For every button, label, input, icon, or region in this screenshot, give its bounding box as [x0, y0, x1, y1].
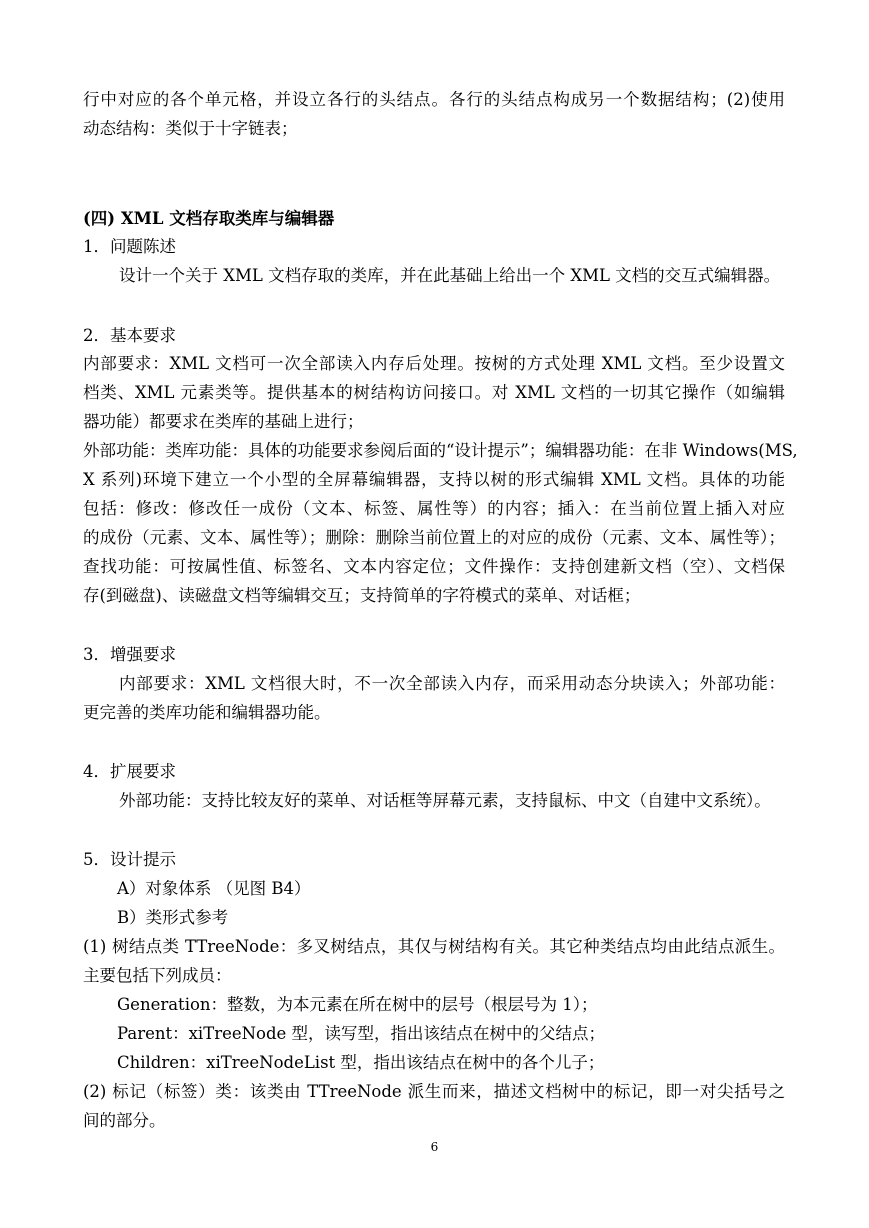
subsection-heading: 4．扩展要求 [83, 762, 176, 781]
subsection-heading: 3．增强要求 [83, 645, 176, 664]
paragraph-line: 存(到磁盘)、读磁盘文档等编辑交互；支持简单的字符模式的菜单、对话框； [83, 586, 641, 605]
paragraph-line: 间的部分。 [83, 1111, 166, 1130]
subsection-heading: 2．基本要求 [83, 326, 176, 345]
paragraph-line: 包括：修改：修改任一成份（文本、标签、属性等）的内容；插入：在当前位置上插入对应 [83, 499, 785, 518]
paragraph-line: 行中对应的各个单元格，并设立各行的头结点。各行的头结点构成另一个数据结构；(2)使用 [83, 90, 785, 109]
member-line: Children：xiTreeNodeList 型，指出该结点在树中的各个儿子； [117, 1053, 605, 1072]
paragraph-line: 器功能）都要求在类库的基础上进行； [83, 412, 364, 431]
member-line: Generation：整数，为本元素在所在树中的层号（根层号为 1）； [117, 995, 598, 1014]
paragraph-line: X 系列)环境下建立一个小型的全屏幕编辑器，支持以树的形式编辑 XML 文档。具体的功能 [83, 470, 785, 489]
paragraph-line: 外部功能：支持比较友好的菜单、对话框等屏幕元素，支持鼠标、中文（自建中文系统）。 [119, 791, 771, 810]
list-item: B）类形式参考 [117, 908, 229, 927]
paragraph-line: (1) 树结点类 TTreeNode：多叉树结点，其仅与树结构有关。其它种类结点均由此结点派生。 [83, 937, 785, 956]
paragraph-line: 外部功能：类库功能：具体的功能要求参阅后面的“设计提示”；编辑器功能：在非 Windows(MS, [83, 441, 798, 460]
list-item: A）对象体系 （见图 B4） [117, 879, 311, 898]
paragraph-line: 主要包括下列成员： [83, 966, 232, 985]
section-heading: (四) XML 文档存取类库与编辑器 [83, 209, 335, 228]
paragraph-line: 更完善的类库功能和编辑器功能。 [83, 703, 331, 722]
subsection-heading: 1．问题陈述 [83, 237, 176, 256]
paragraph-line: (2) 标记（标签）类：该类由 TTreeNode 派生而来，描述文档树中的标记，即一对尖括号之 [83, 1082, 785, 1101]
paragraph-line: 档类、XML 元素类等。提供基本的树结构访问接口。对 XML 文档的一切其它操作（如编辑 [83, 383, 785, 402]
paragraph-line: 设计一个关于 XML 文档存取的类库，并在此基础上给出一个 XML 文档的交互式编辑器。 [119, 266, 781, 285]
subsection-heading: 5．设计提示 [83, 850, 176, 869]
paragraph-line: 内部要求：XML 文档很大时，不一次全部读入内存，而采用动态分块读入；外部功能： [119, 674, 785, 693]
paragraph-line: 查找功能：可按属性值、标签名、文本内容定位；文件操作：支持创建新文档（空）、文档保 [83, 557, 785, 576]
member-line: Parent：xiTreeNode 型，读写型，指出该结点在树中的父结点； [117, 1024, 606, 1043]
paragraph-line: 内部要求：XML 文档可一次全部读入内存后处理。按树的方式处理 XML 文档。至少设置文 [83, 354, 785, 373]
page-number: 6 [430, 1140, 439, 1154]
paragraph-line: 动态结构：类似于十字链表； [83, 119, 298, 138]
paragraph-line: 的成份（元素、文本、属性等）；删除：删除当前位置上的对应的成份（元素、文本、属性等）； [83, 528, 785, 547]
